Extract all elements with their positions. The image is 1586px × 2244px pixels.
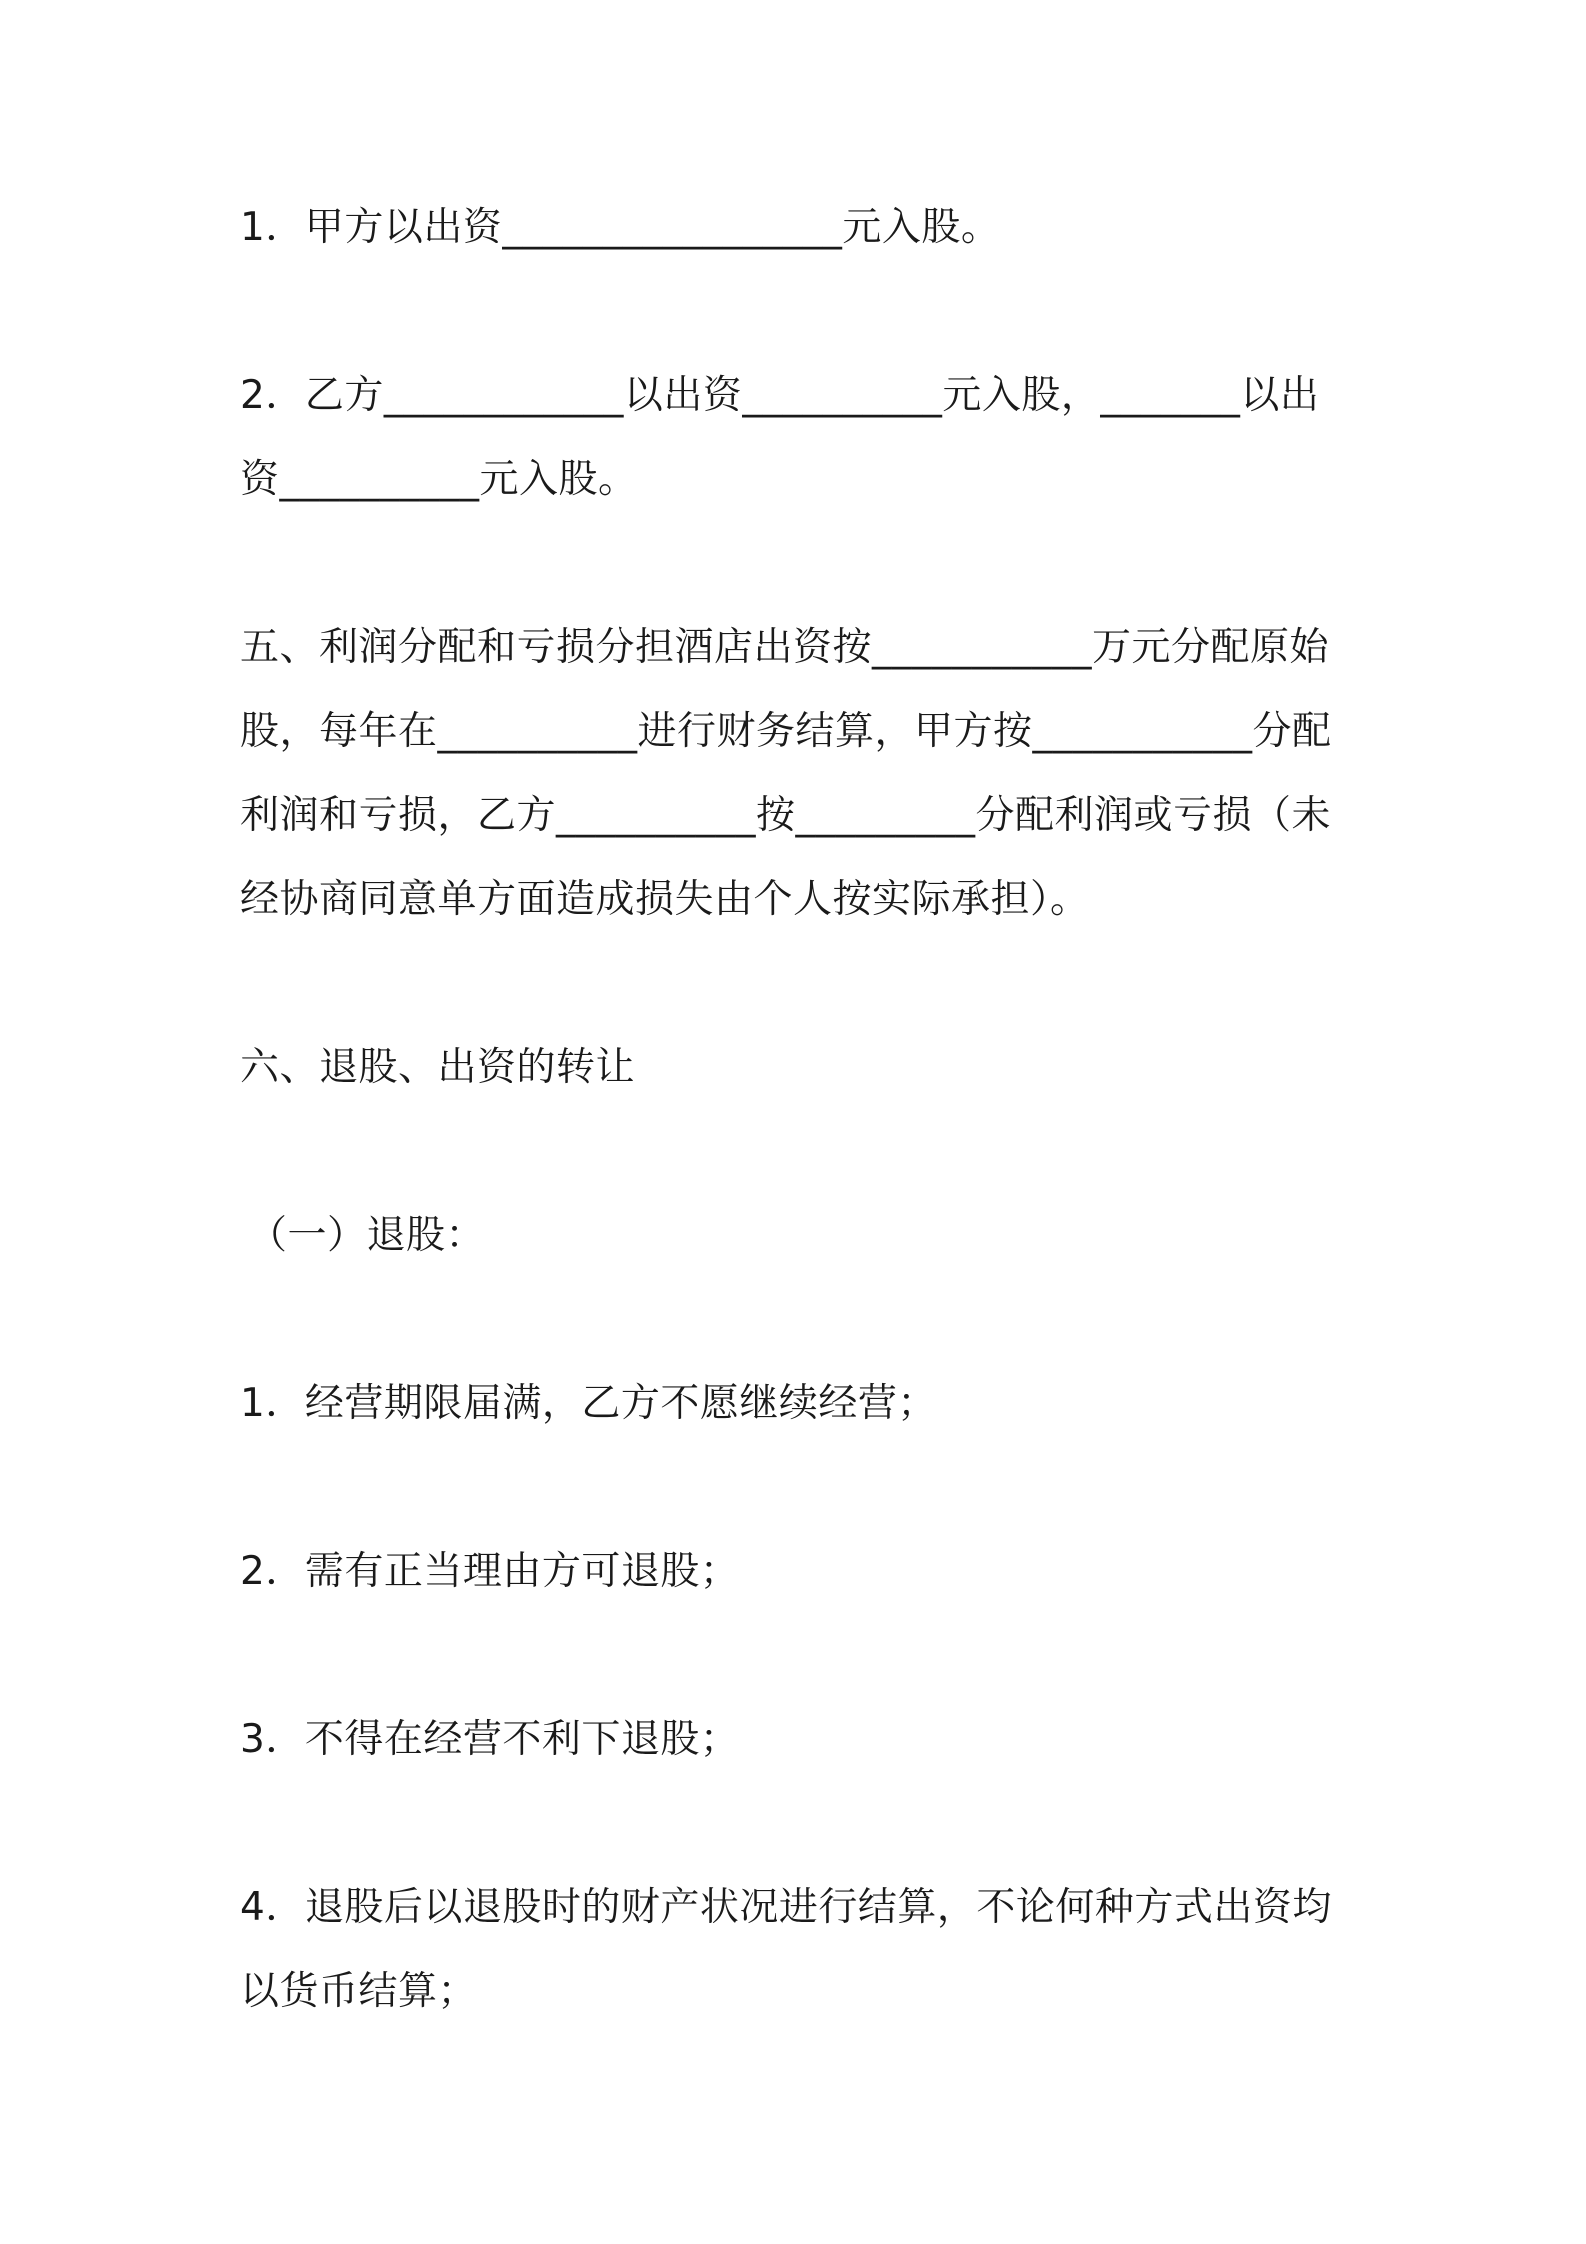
clause-party-b-investment xyxy=(240,354,1365,522)
section-profit-distribution xyxy=(240,606,1365,942)
withdrawal-item-3 xyxy=(240,1698,1365,1782)
document-page xyxy=(240,0,1365,2244)
text-line: （一）退股： xyxy=(248,1213,486,1258)
text-line: 2．乙方____________以出资__________元入股，_______以出 xyxy=(240,373,1320,418)
text-line: 资__________元入股。 xyxy=(240,457,638,502)
text-line: 五、利润分配和亏损分担酒店出资按___________万元分配原始 xyxy=(240,625,1330,670)
clause-party-a-investment xyxy=(240,186,1365,270)
text-line: 六、退股、出资的转让 xyxy=(240,1045,636,1090)
text-line: 1．甲方以出资_________________元入股。 xyxy=(240,205,1001,250)
withdrawal-item-4 xyxy=(240,1866,1365,2034)
text-line: 2．需有正当理由方可退股； xyxy=(240,1549,740,1594)
text-line: 以货币结算； xyxy=(240,1969,478,2014)
text-line: 利润和亏损，乙方__________按_________分配利润或亏损（未 xyxy=(240,793,1332,838)
text-line: 经协商同意单方面造成损失由个人按实际承担）。 xyxy=(240,877,1090,922)
text-line: 3．不得在经营不利下退股； xyxy=(240,1717,740,1762)
text-line: 1．经营期限届满，乙方不愿继续经营； xyxy=(240,1381,937,1426)
text-line: 股，每年在__________进行财务结算，甲方按___________分配 xyxy=(240,709,1332,754)
withdrawal-item-1 xyxy=(240,1362,1365,1446)
text-line: 4．退股后以退股时的财产状况进行结算，不论何种方式出资均 xyxy=(240,1885,1332,1930)
section-heading-withdrawal-transfer xyxy=(240,1026,1365,1110)
withdrawal-item-2 xyxy=(240,1530,1365,1614)
subsection-heading-withdrawal xyxy=(248,1194,1373,1278)
